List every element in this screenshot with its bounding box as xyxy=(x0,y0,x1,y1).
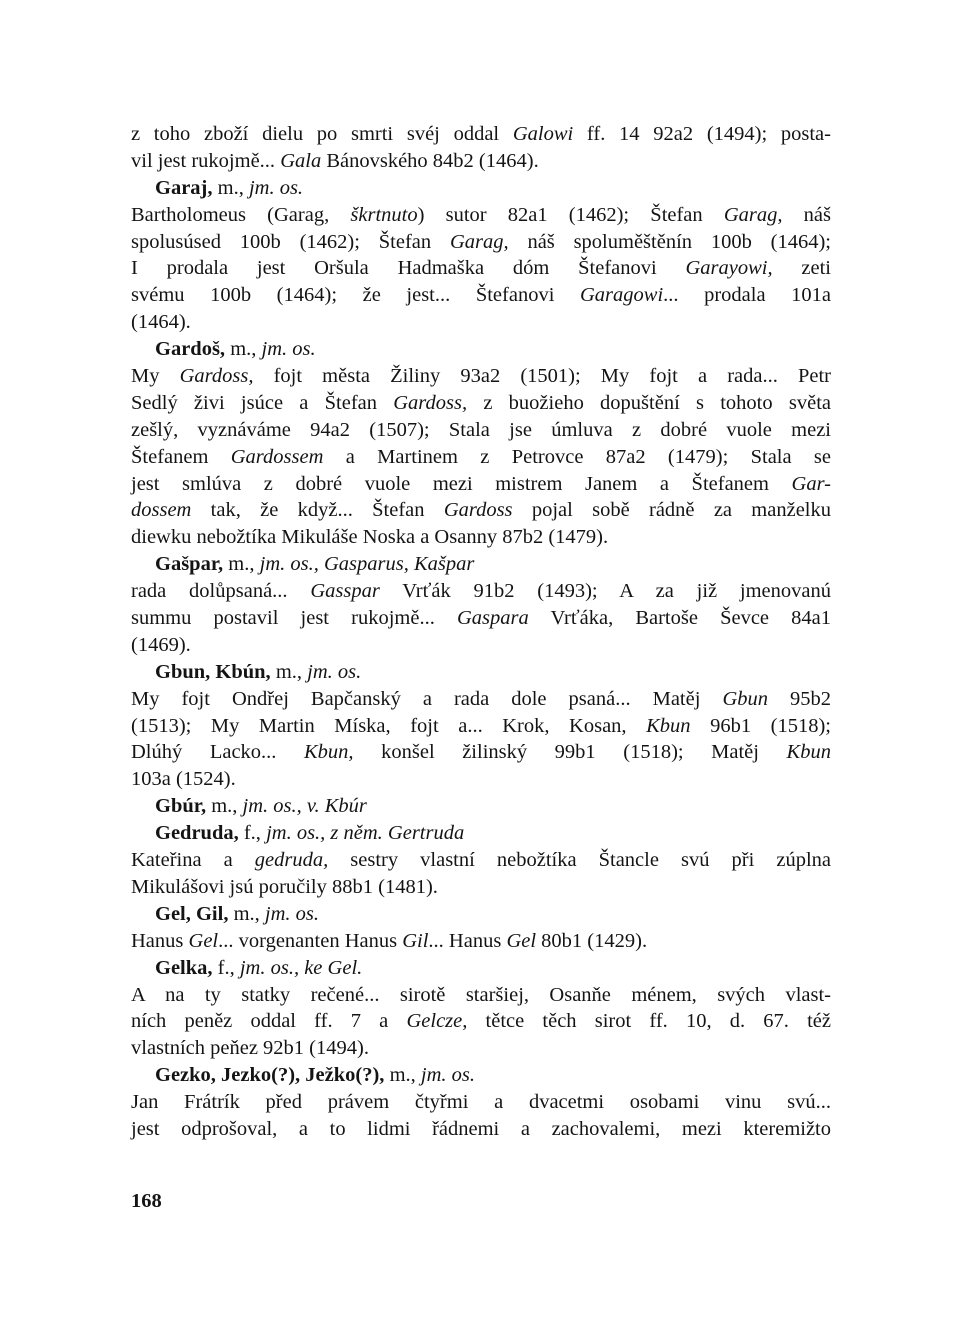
text-run: zeti xyxy=(772,257,831,280)
text-run: m., xyxy=(225,338,262,361)
entry-headword-line xyxy=(131,955,831,982)
text-run: m., xyxy=(212,176,249,199)
text-run: 95b2 xyxy=(768,687,832,710)
text-run: Jan Frátrík před právem čtyřmi a dvacetmi osobami vinu svú... xyxy=(131,1091,831,1114)
text-run: m., xyxy=(384,1064,421,1087)
text-line xyxy=(131,363,831,390)
text-run: My xyxy=(131,365,180,388)
text-line xyxy=(131,202,831,229)
text-line xyxy=(131,497,831,524)
italic-text: jm. os. xyxy=(248,176,304,199)
text-line xyxy=(131,444,831,471)
text-run: náš spoluměštěnín 100b (1464); xyxy=(508,230,831,253)
text-run: Hanus xyxy=(131,929,189,952)
entry-headword-line xyxy=(131,901,831,928)
text-line xyxy=(131,686,831,713)
text-line xyxy=(131,1089,831,1116)
text-run: m., xyxy=(228,902,265,925)
italic-text: jm. os., Gasparus, Kašpar xyxy=(259,553,475,576)
text-run: náš xyxy=(782,203,832,226)
italic-text: jm. os. xyxy=(261,338,316,361)
italic-text: dossem xyxy=(131,499,192,522)
headword: Gbúr, xyxy=(155,795,207,818)
italic-text: Garag, xyxy=(449,230,509,253)
page-number: 168 xyxy=(131,1190,162,1212)
text-line xyxy=(131,255,831,282)
headword: Gašpar, xyxy=(155,553,224,576)
entry-headword-line xyxy=(131,793,831,820)
text-line xyxy=(131,605,831,632)
text-line xyxy=(131,417,831,444)
text-run: sestry vlastní nebožtíka Štancle svú při zúplna xyxy=(328,849,831,872)
italic-text: Gardoss, xyxy=(179,365,254,388)
text-run: m., xyxy=(206,795,243,818)
text-run: Štefanem xyxy=(131,445,231,468)
headword: Gelka, xyxy=(155,956,213,979)
text-line xyxy=(131,1035,831,1062)
text-run: fojt města Žiliny 93a2 (1501); My fojt a rada... Petr xyxy=(253,365,831,388)
entry-headword-line xyxy=(131,175,831,202)
text-line xyxy=(131,632,831,659)
italic-text: Garayowi, xyxy=(685,257,773,280)
headword: Gbun, Kbún, xyxy=(155,660,271,683)
text-line xyxy=(131,928,831,955)
headword: Garaj, xyxy=(155,176,213,199)
text-run: ) sutor 82a1 (1462); Štefan xyxy=(417,203,724,226)
text-line xyxy=(131,578,831,605)
italic-text: Gardoss xyxy=(443,499,513,522)
dictionary-page-text xyxy=(131,121,831,1143)
text-run: jest smlúva z dobré vuole mezi mistrem Janem a Štefanem xyxy=(131,472,792,495)
italic-text: Gel xyxy=(188,929,219,952)
italic-text: Gar- xyxy=(791,472,831,495)
text-line xyxy=(131,282,831,309)
text-run: rada dolůpsaná... xyxy=(131,580,311,603)
entry-headword-line xyxy=(131,551,831,578)
italic-text: Gbun xyxy=(722,687,768,710)
text-run: f., xyxy=(238,822,267,845)
text-run: A na ty statky rečené... sirotě staršiej, Osanňe ménem, svých vlast- xyxy=(131,983,831,1006)
italic-text: Gel xyxy=(506,929,537,952)
text-line xyxy=(131,713,831,740)
text-run: ff. 14 92a2 (1494); posta- xyxy=(573,123,831,145)
italic-text: Gaspara xyxy=(456,607,529,630)
text-run: My fojt Ondřej Bapčanský a rada dole psaná... Matěj xyxy=(131,687,723,710)
text-line xyxy=(131,1008,831,1035)
italic-text: škrtnuto xyxy=(350,203,418,226)
text-run: Sedlý živi jsúce a Štefan xyxy=(131,391,394,414)
text-run: zešlý, vyznáváme 94a2 (1507); Stala jse úmluva z dobré vuole mezi xyxy=(131,418,831,441)
text-line xyxy=(131,148,831,175)
italic-text: Gardossem xyxy=(230,445,324,468)
text-run: Vrťáka, Bartoše Ševce 84a1 xyxy=(528,607,831,630)
text-run: (1513); My Martin Míska, fojt a... Krok, Kosan, xyxy=(131,714,647,737)
text-run: diewku nebožtíka Mikuláše Noska a Osanny 87b2 (1479). xyxy=(131,526,609,549)
text-run: Mikulášovi jsú poručily 88b1 (1481). xyxy=(131,875,438,898)
text-run: tak, že když... Štefan xyxy=(191,499,444,522)
text-run: pojal sobě rádně za manželku xyxy=(512,499,832,522)
text-line xyxy=(131,524,831,551)
text-run: I prodala jest Oršula Hadmaška dóm Štefanovi xyxy=(131,257,686,280)
headword: Gezko, Jezko(?), Ježko(?), xyxy=(155,1064,385,1087)
text-line xyxy=(131,471,831,498)
text-run: z buožieho dopuštění s tohoto světa xyxy=(467,391,831,414)
text-line xyxy=(131,874,831,901)
italic-text: jm. os., z něm. Gertruda xyxy=(266,822,465,845)
text-line xyxy=(131,739,831,766)
text-run: ... prodala 101a xyxy=(663,284,831,307)
italic-text: Garagowi xyxy=(579,284,664,307)
text-line xyxy=(131,766,831,793)
italic-text: jm. os. xyxy=(420,1064,475,1087)
text-run: Vrťák 91b2 (1493); A za již jmenovanú xyxy=(379,580,831,603)
text-line xyxy=(131,121,831,148)
text-run: svému 100b (1464); že jest... Štefanovi xyxy=(131,284,580,307)
headword: Gedruda, xyxy=(155,822,239,845)
text-line xyxy=(131,309,831,336)
text-run: ... Hanus xyxy=(428,929,507,952)
text-run: m., xyxy=(270,660,308,683)
headword: Gel, Gil, xyxy=(155,902,229,925)
italic-text: Gasspar xyxy=(310,580,380,603)
text-line xyxy=(131,982,831,1009)
italic-text: Kbun, xyxy=(303,741,354,764)
text-run: 96b1 (1518); xyxy=(690,714,831,737)
text-run: spolusúsed 100b (1462); Štefan xyxy=(131,230,450,253)
italic-text: Gardoss, xyxy=(393,391,468,414)
text-run: m., xyxy=(223,553,260,576)
text-run: summu postavil jest rukojmě... xyxy=(131,607,457,630)
italic-text: Gala xyxy=(280,149,322,172)
italic-text: jm. os. xyxy=(264,902,320,925)
text-run: konšel žilinský 99b1 (1518); Matěj xyxy=(353,741,787,764)
text-run: 103a (1524). xyxy=(131,768,236,791)
text-run: z toho zboží dielu po smrti svéj oddal xyxy=(131,123,513,145)
text-run: ních peněz oddal ff. 7 a xyxy=(131,1010,407,1033)
italic-text: Gil xyxy=(402,929,429,952)
headword: Gardoš, xyxy=(155,338,226,361)
italic-text: Gelcze, xyxy=(406,1010,468,1033)
text-run: Bánovského 84b2 (1464). xyxy=(321,149,539,172)
italic-text: jm. os., ke Gel. xyxy=(239,956,363,979)
text-run: Kateřina a xyxy=(131,849,255,872)
italic-text: jm. os. xyxy=(307,660,362,683)
text-line xyxy=(131,229,831,256)
italic-text: jm. os., v. Kbúr xyxy=(242,795,367,818)
text-run: (1464). xyxy=(131,311,191,334)
italic-text: Kbun xyxy=(646,714,691,737)
text-run: (1469). xyxy=(131,633,191,656)
text-run: ... vorgenanten Hanus xyxy=(218,929,403,952)
text-run: vil jest rukojmě... xyxy=(131,149,281,172)
text-run: 80b1 (1429). xyxy=(536,929,648,952)
text-run: a Martinem z Petrovce 87a2 (1479); Stala se xyxy=(323,445,831,468)
text-line xyxy=(131,1116,831,1143)
italic-text: Garag, xyxy=(723,203,783,226)
italic-text: gedruda, xyxy=(254,849,329,872)
entry-headword-line xyxy=(131,820,831,847)
text-run: vlastních peňez 92b1 (1494). xyxy=(131,1037,369,1060)
text-line xyxy=(131,390,831,417)
text-line xyxy=(131,847,831,874)
text-run: Dlúhý Lacko... xyxy=(131,741,304,764)
text-run: tětce těch sirot ff. 10, d. 67. též xyxy=(467,1010,831,1033)
entry-headword-line xyxy=(131,336,831,363)
italic-text: Galowi xyxy=(512,123,574,145)
entry-headword-line xyxy=(131,659,831,686)
text-run: Bartholomeus (Garag, xyxy=(131,203,351,226)
entry-headword-line xyxy=(131,1062,831,1089)
italic-text: Kbun xyxy=(786,741,831,764)
text-run: jest odprošoval, a to lidmi řádnemi a zachovalemi, mezi kteremižto xyxy=(131,1117,831,1140)
text-run: f., xyxy=(212,956,240,979)
